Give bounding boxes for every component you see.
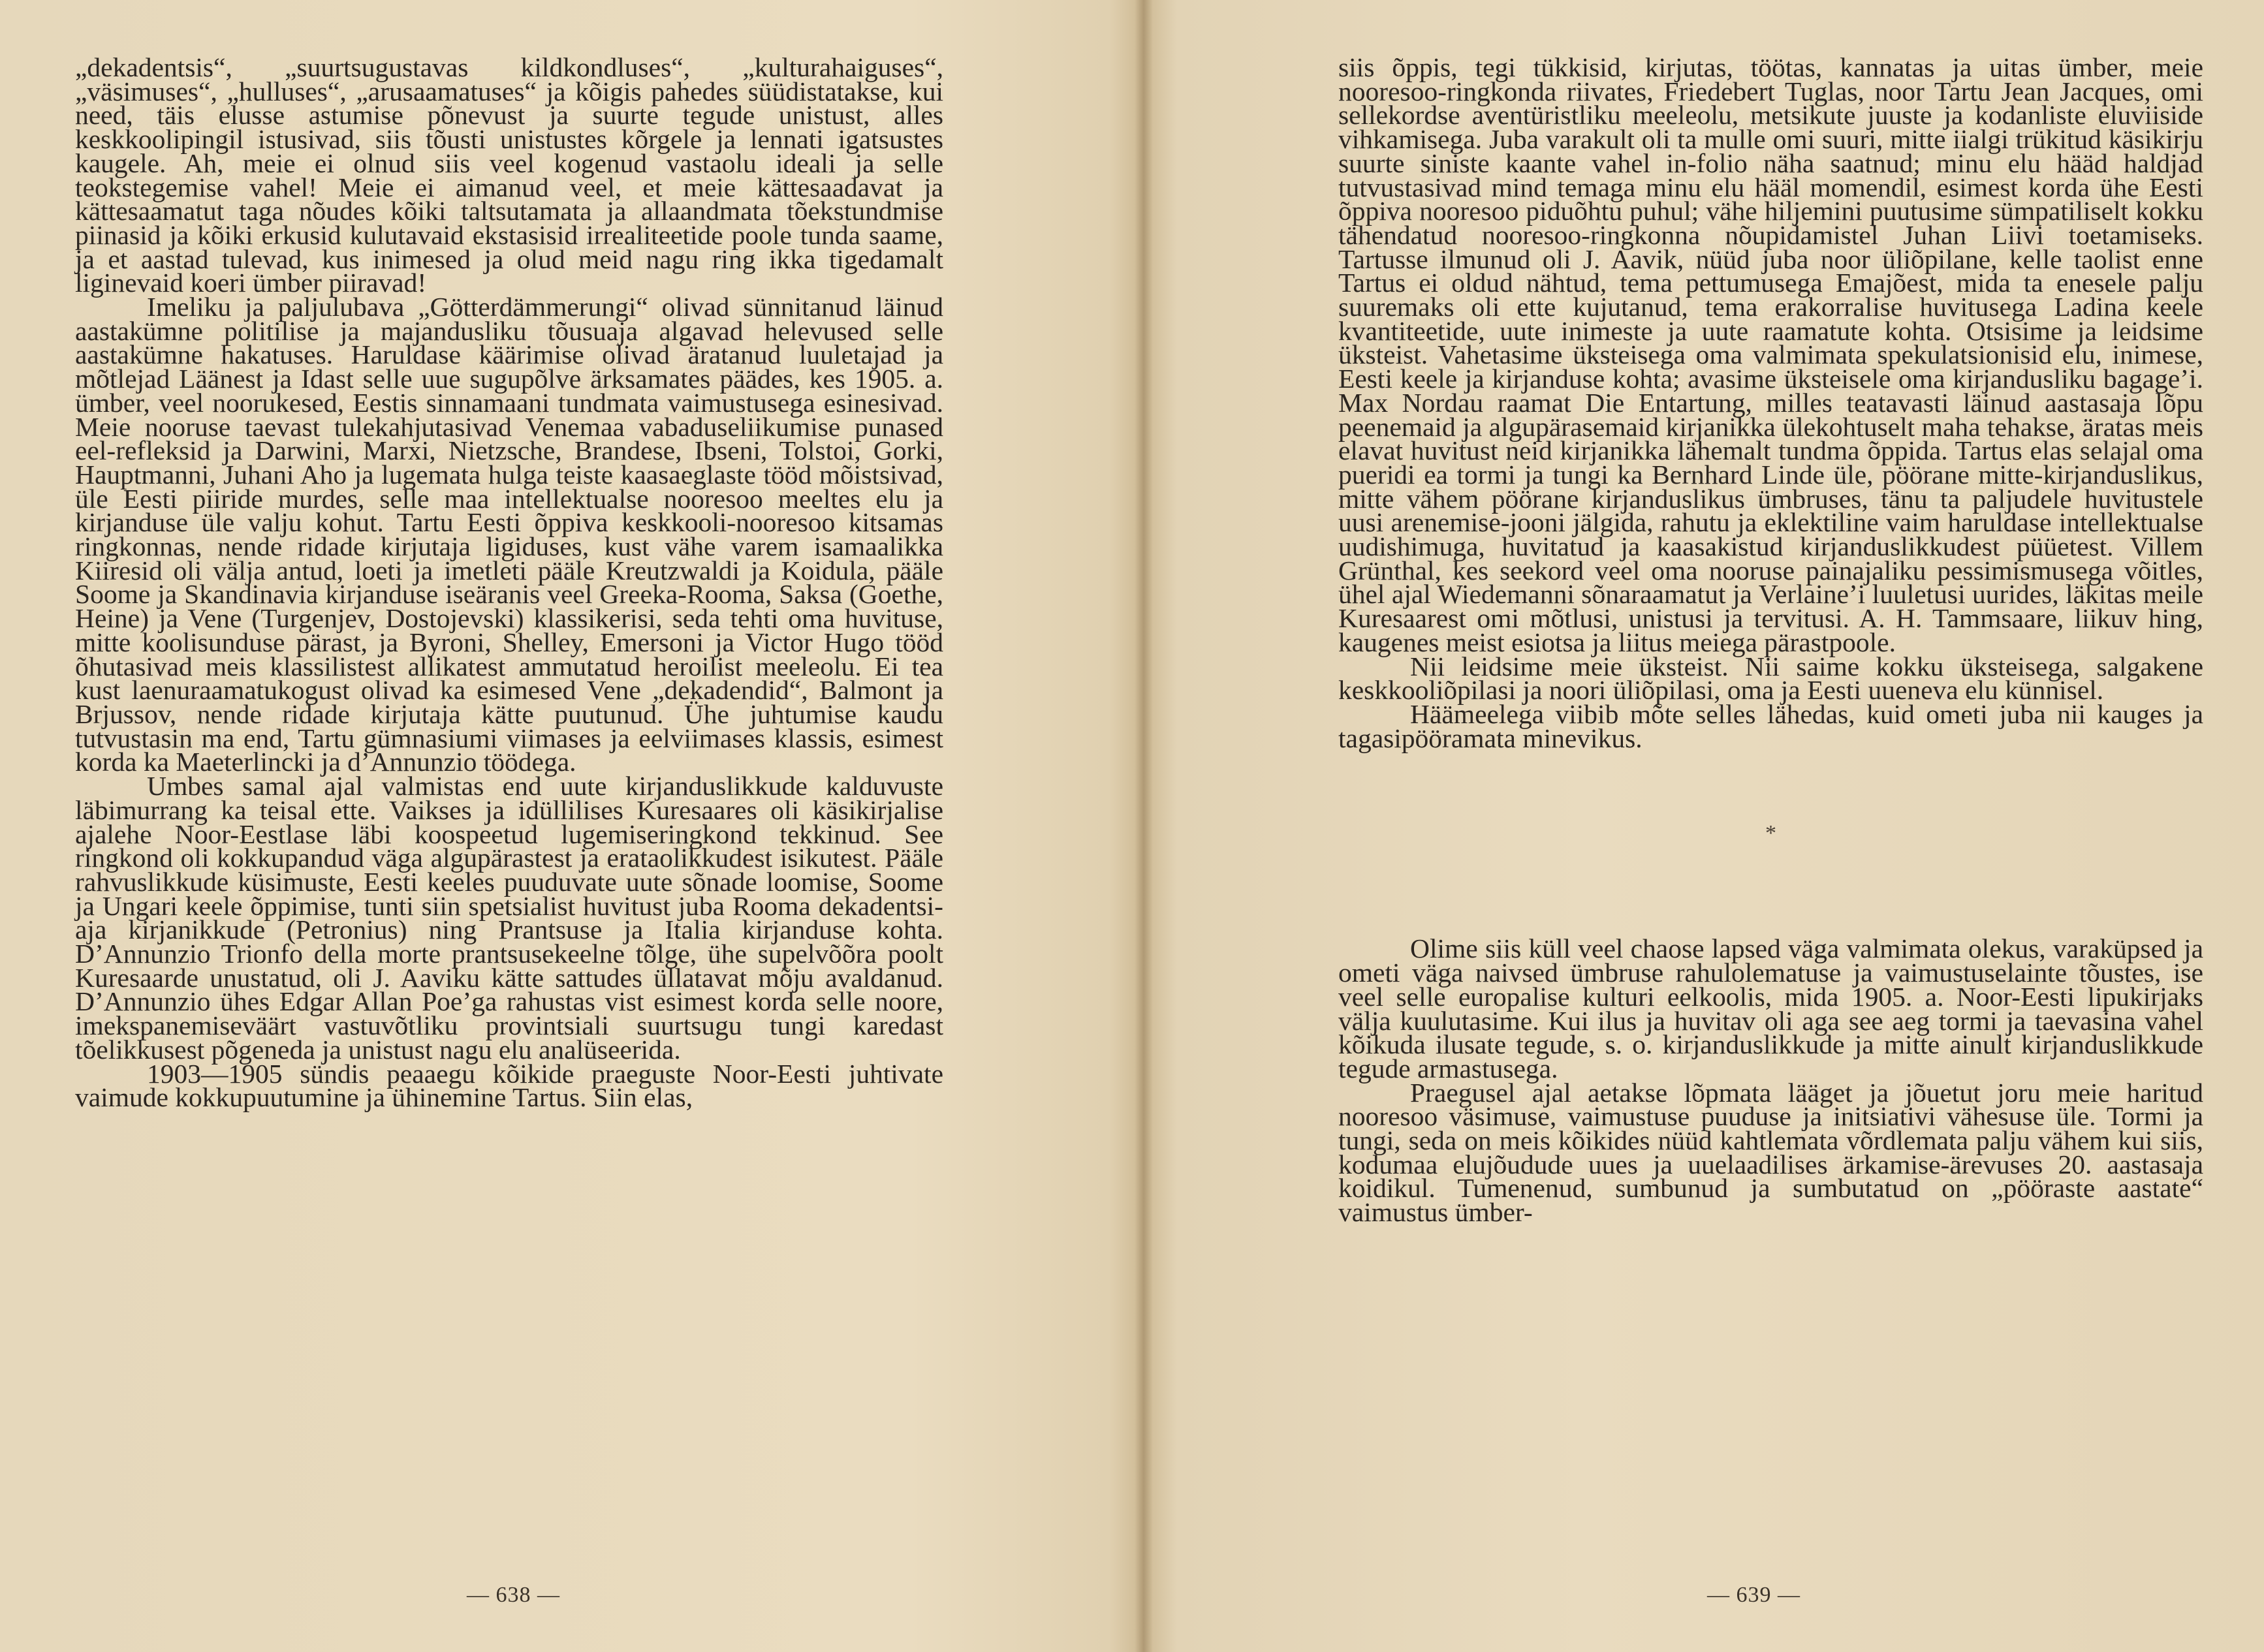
right-page	[1338, 52, 2203, 1228]
left-paragraph-2: Imeliku ja paljulubava „Götterdämmerungi“ olivad sünnitanud läinud aastakümne politilise ja majandusliku tõusuaja algavad helevused selle aastakümne hakatuses. Haruldase käärimise olivad äratanud luuletajad ja mõtlejad Läänest ja Idast selle uue sugupõlve ärksamates päädes, kes 1905. a. ümber, veel noorukesed, Eestis sinnamaani tundmata vaimustusega esinesivad. Meie nooruse taevast tulekahjutasivad Venemaa vabaduseliikumise punased eel-refleksid ja Darwini, Marxi, Nietzsche, Brandese, Ibseni, Tolstoi, Gorki, Hauptmanni, Juhani Aho ja lugemata hulga teiste kaasaeglaste tööd mõistsivad, üle Eesti piiride murdes, selle maa intellektualse nooresoo meeltes elu ja kirjanduse üle valju kohut. Tartu Eesti õppiva keskkooli-nooresoo kitsamas ringkonnas, nende ridade kirjutaja ligiduses, kust vähe varem isamaalikka Kiiresid oli välja antud, loeti ja imetleti pääle Kreutzwaldi ja Koidula, pääle Soome ja Skandinavia kirjanduse iseäranis veel Greeka-Rooma, Saksa (Goethe, Heine) ja Vene (Turgenjev, Dostojevski) klassikerisi, seda tehti oma huvituse, mitte koolisunduse pärast, ja Byroni, Shelley, Emersoni ja Victor Hugo tööd õhutasivad meis klassilistest allikatest ammutatud heroilist meeleolu. Ei tea kust laenuraamatukogust olivad ka esimesed Vene „dekadendid“, Balmont ja Brjussov, nende ridade kirjutaja kätte puutunud. Ühe juhtumise kaudu tutvustasin ma end, Tartu gümnasiumi viimases ja eelviimases klassis, esimest korda ka Maeterlincki ja d’Annunzio töödega.	[75, 292, 943, 777]
left-page-number: — 638 —	[467, 1583, 560, 1607]
section-separator: *	[1765, 821, 1776, 846]
right-paragraph-4: Olime siis küll veel chaose lapsed väga valmimata olekus, varaküpsed ja ometi väga naivsed ümbruse rahulolematuse ja vaimustuselainte tõustes, ise veel selle europalise kulturi eelkoolis, mida 1905. a. Noor-Eesti lipukirjaks välja kuulutasime. Kui ilus ja huvitav oli aga see aeg tormi ja taevasina vahel kõikuda ilusate tegude, s. o. kirjanduslikkude ja mitte ainult kirjanduslikkude tegude armastusega.	[1338, 933, 2203, 1083]
right-paragraph-5: Praegusel ajal aetakse lõpmata lääget ja jõuetut joru meie haritud nooresoo väsimuse, vaimustuse puuduse ja initsiativi vähesuse üle. Tormi ja tungi, seda on meis kõikides nüüd kahtlemata võrdlemata palju vähem kui siis, kodumaa elujõudude uues ja uuelaadilises ärkamise-ärevuses 20. aastasaja koidikul. Tumenenud, sumbunud ja sumbutatud on „pööraste aastate“ vaimustus ümber-	[1338, 1077, 2203, 1228]
left-paragraph-4: 1903—1905 sündis peaaegu kõikide praeguste Noor-Eesti juhtivate vaimude kokkupuutumine ja ühinemine Tartus. Siin elas,	[75, 1058, 943, 1113]
right-paragraph-2: Nii leidsime meie üksteist. Nii saime kokku üksteisega, salgakene keskkooliõpilasi ja noori üliõpilasi, oma ja Eesti uueneva elu künnisel.	[1338, 651, 2203, 706]
left-paragraph-3: Umbes samal ajal valmistas end uute kirjanduslikkude kalduvuste läbimurrang ka teisal ette. Vaikses ja idüllilises Kuresaares oli käsikirjalise ajalehe Noor-Eestlase läbi koospeetud lugemiseringkond tekkinud. See ringkond oli kokkupandud väga algupärastest ja erataolikkudest isikutest. Pääle rahvuslikkude küsimuste, Eesti keeles puuduvate uute sõnade loomise, Soome ja Ungari keele õppimise, tunti siin spetsialist huvitust juba Rooma dekadentsi-aja kirjanikkude (Petronius) ning Prantsuse ja Italia kirjanduse kohta. D’Annunzio Trionfo della morte prantsusekeelne tõlge, ühe supelvõõra poolt Kuresaarde unustatud, oli J. Aaviku kätte sattudes üllatavat mõju avaldanud. D’Annunzio ühes Edgar Allan Poe’ga rahustas vist esimest korda selle noore, imekspanemiseväärt vastuvõtliku provintsiali suurtsugu tungi karedast tõelikkusest põgeneda ja unistust nagu elu analüseerida.	[75, 771, 943, 1065]
right-paragraph-3: Häämeelega viibib mõte selles lähedas, kuid ometi juba nii kauges ja tagasipööramata minevikus.	[1338, 698, 2203, 753]
left-paragraph-1: „dekadentsis“, „suurtsugustavas kildkondluses“, „kulturahaiguses“, „väsimuses“, „hulluses“, „arusaamatuses“ ja kõigis pahedes süüdistatakse, kui need, täis elusse astumise põnevust ja suurte tegude unistust, alles keskkoolipingil istusivad, siis tõusti unistustes kõrgele ja lennati igatsustes kaugele. Ah, meie ei olnud siis veel kogenud vastaolu ideali ja selle teokstegemise vahel! Meie ei aimanud veel, et meie kättesaadavat ja kättesaamatut taga nõudes kõiki taltsutamata ja allaandmata tõekstundmise piinasid ja kõiki erkusid kulutavaid ekstasisid irrealiteetide poole tunda saame, ja et aastad tulevad, kus inimesed ja olud meid nagu ring ikka tigedamalt liginevaid koeri ümber piiravad!	[75, 52, 943, 298]
left-page	[75, 52, 943, 1113]
right-page-number: — 639 —	[1707, 1583, 1800, 1607]
right-paragraph-1: siis õppis, tegi tükkisid, kirjutas, töötas, kannatas ja uitas ümber, meie nooresoo-ringkonda riivates, Friedebert Tuglas, noor Tartu Jean Jacques, omi sellekordse aventüristliku meeleolu, metsikute juuste ja kodanliste eluviiside vihkamisega. Juba varakult oli ta mulle omi suuri, mitte iialgi trükitud käsikirju suurte siniste kaante vahel in-folio näha saatnud; minu elu hääd haldjad tutvustasivad mind temaga minu elu hääl momendil, esimest korda ühe Eesti õppiva nooresoo piduõhtu puhul; vähe hiljemini puutusime sümpatiliselt kokku tähendatud nooresoo-ringkonna nõupidamistel Juhan Liivi toetamiseks. Tartusse ilmunud oli J. Aavik, nüüd juba noor üliõpilane, kelle taolist enne Tartus ei oldud nähtud, tema pettumusega Emajõest, mida ta enesele palju suuremaks oli ette kujutanud, tema erakorralise huvitusega Ladina keele kvantiteetide, uute inimeste ja uute raamatute kohta. Otsisime ja leidsime üksteist. Vahetasime üksteisega oma valmimata spekulatsionisid elu, inimese, Eesti keele ja kirjanduse kohta; avasime üksteisele oma kirjandusliku bagage’i. Max Nordau raamat Die Entartung, milles teatavasti läinud aastasaja lõpu peenemaid ja algupärasemaid kirjanikka ülekohtuselt maha tehakse, äratas meis elavat huvitust neid kirjanikka lähemalt tundma õppida. Tartus elas selajal oma pueridi ea tormi ja tungi ka Bernhard Linde üle, pöörane mitte-kirjanduslikus, mitte vähem pöörane kirjanduslikus ümbruses, tänu ta paljudele huvitustele uusi arenemise-jooni jälgida, rahutu ja eklektiline vaim haruldase intellektualse uudishimuga, huvitatud ja kaasakistud kirjanduslikkudest püüetest. Villem Grünthal, kes seekord veel oma nooruse painajaliku pessimismusega võitles, ühel ajal Wiedemanni sõnaraamatut ja Verlaine’i luuletusi uurides, läkitas meile Kuresaarest omi mõtlusi, unistusi ja tervitusi. A. H. Tammsaare, liikuv hing, kaugenes meist esiotsa ja liitus meiega pärastpoole.	[1338, 52, 2203, 657]
book-gutter	[1135, 0, 1153, 1652]
